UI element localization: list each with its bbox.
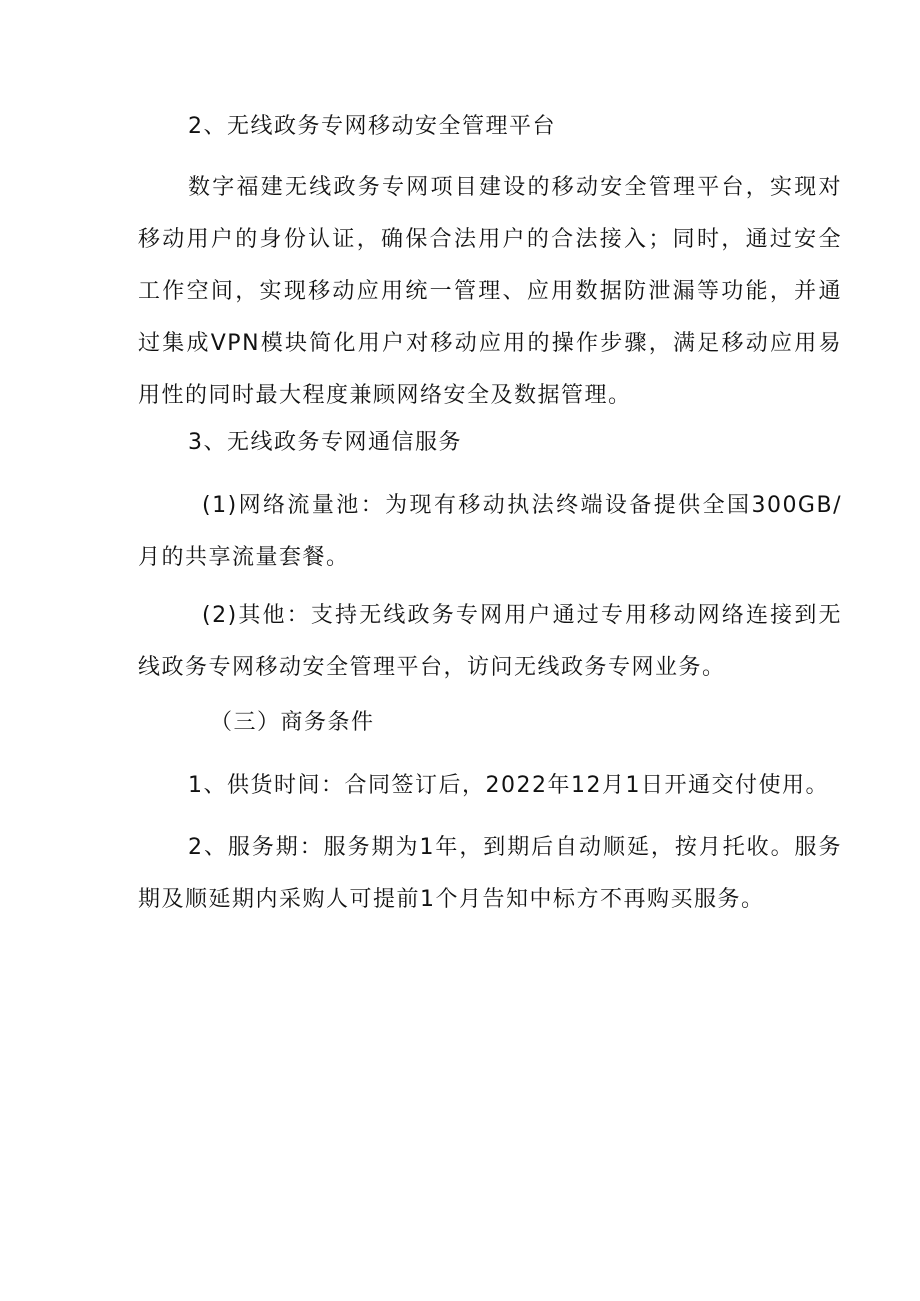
paragraph-delivery-time: 1、供货时间：合同签订后，2022年12月1日开通交付使用。 (188, 773, 829, 798)
section-heading-business-terms: （三）商务条件 (210, 710, 375, 735)
paragraph-traffic-pool: (1)网络流量池：为现有移动执法终端设备提供全国300GB/月的共享流量套餐。 (138, 493, 842, 570)
section-heading-mobile-security-platform: 2、无线政务专网移动安全管理平台 (188, 114, 556, 139)
paragraph-service-period: 2、服务期：服务期为1年，到期后自动顺延，按月托收。服务期及顺延期内采购人可提前1个月告知中标方不再购买服务。 (138, 835, 842, 912)
paragraph-mobile-security-platform: 数字福建无线政务专网项目建设的移动安全管理平台，实现对移动用户的身份认证，确保合法用户的合法接入；同时，通过安全工作空间，实现移动应用统一管理、应用数据防泄漏等功能，并通过集成VPN模块简化用户对移动应用的操作步骤，满足移动应用易用性的同时最大程度兼顾网络安全及数据管理。 (138, 175, 842, 408)
paragraph-other-service: (2)其他：支持无线政务专网用户通过专用移动网络连接到无线政务专网移动安全管理平台，访问无线政务专网业务。 (138, 603, 842, 680)
section-heading-communication-service: 3、无线政务专网通信服务 (188, 430, 462, 455)
